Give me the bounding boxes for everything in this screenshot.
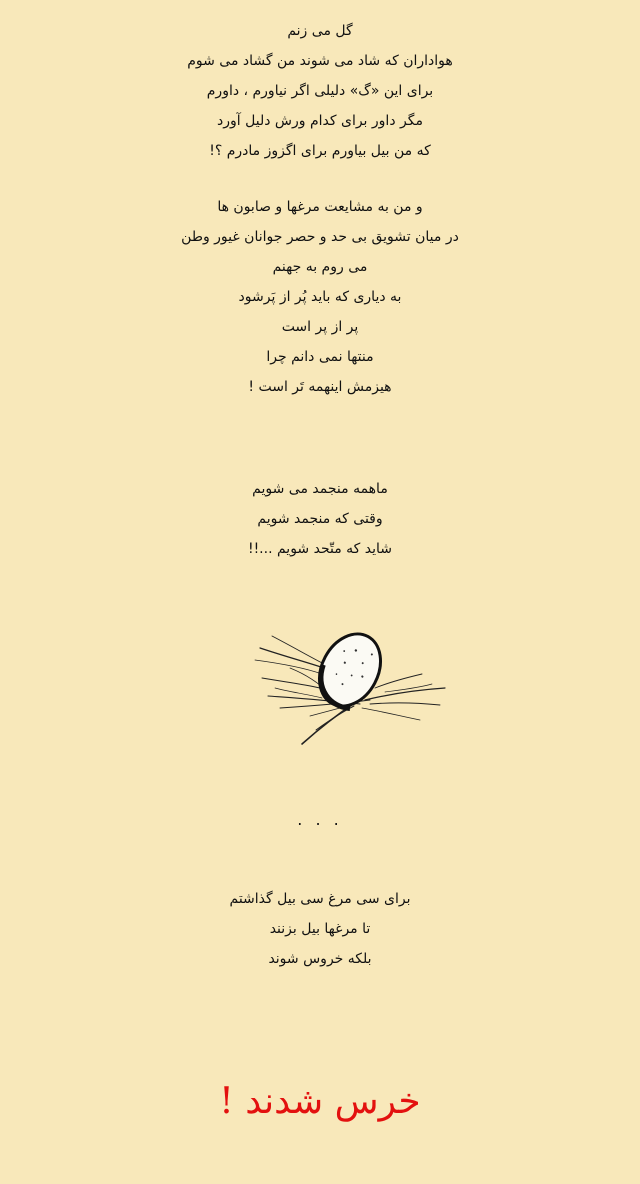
poem-line: ماهمه منجمد می شویم (252, 481, 388, 497)
stanza-1 (0, 16, 640, 166)
egg-in-nest-illustration (250, 608, 450, 750)
poem-line: وقتی که منجمد شویم (257, 511, 383, 527)
poem-line: شاید که متّحد شویم ...!! (247, 541, 393, 557)
poem-line: منتها نمی دانم چرا (266, 349, 374, 365)
closing-line: خرس شدند ! (219, 1081, 421, 1122)
stanza-2 (0, 192, 640, 402)
poem-line: هیزمش اینهمه تَر است ! (248, 379, 392, 395)
stanza-3 (0, 474, 640, 564)
poem-line: پر از پر است (281, 319, 359, 335)
poem-line: تا مرغها بیل بزنند (269, 921, 371, 937)
poem-line: گل می زنم (287, 23, 353, 39)
poem-line: مگر داور برای کدام ورش دلیل آورد (217, 113, 423, 129)
poem-line: و من به مشایعت مرغها و صابون ها (217, 199, 423, 215)
poem-line: بلکه خروس شوند (268, 951, 372, 967)
stanza-4 (0, 884, 640, 974)
poem-line: می روم به جهنم (272, 259, 368, 275)
poem-line: که من بیل بیاورم برای اگزوز مادرم ؟! (209, 143, 431, 159)
poem-line: برای سی مرغ سی بیل گذاشتم (229, 891, 411, 907)
poem-line: در میان تشویق بی حد و حصر جوانان غیور وطن (181, 229, 459, 245)
poem-line: هواداران که شاد می شوند من گشاد می شوم (187, 53, 453, 69)
poem-line: به دیاری که باید پُر از پَرشود (238, 289, 402, 305)
section-divider-ellipsis: . . . (297, 810, 343, 829)
poem-line: برای این «گ» دلیلی اگر نیاورم ، داورم (206, 83, 434, 99)
